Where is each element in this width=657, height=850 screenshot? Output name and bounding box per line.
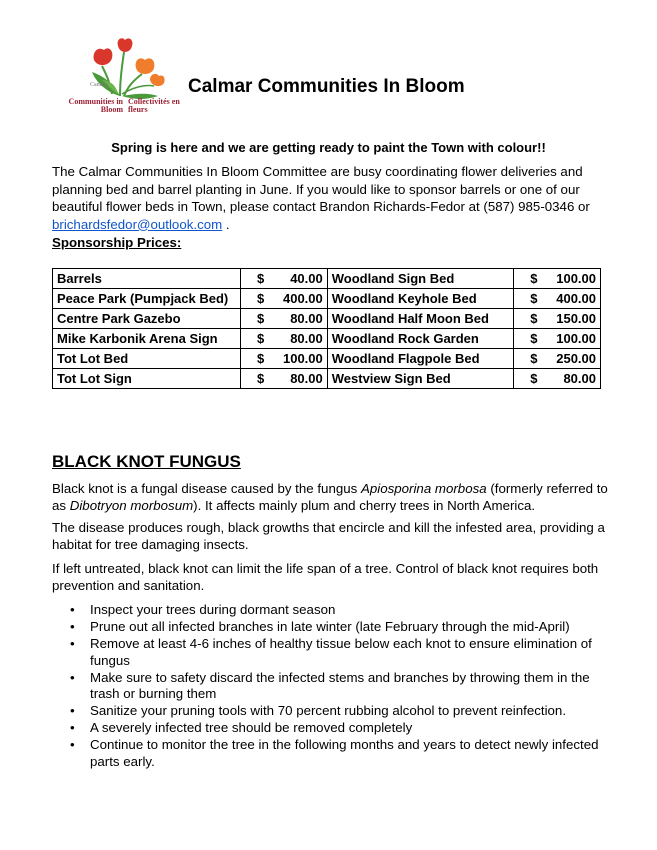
black-knot-heading: BLACK KNOT FUNGUS	[52, 452, 241, 471]
price-row	[53, 269, 601, 289]
currency-symbol: $	[257, 291, 265, 306]
currency-symbol: $	[530, 291, 538, 306]
logo-country-text: Canada	[90, 82, 108, 88]
black-knot-paragraph-1	[52, 481, 612, 514]
bullet-dot-icon: •	[70, 737, 75, 752]
bullet-item	[52, 720, 612, 737]
species-name-1: Apiosporina morbosa	[360, 481, 487, 496]
price-row	[53, 369, 601, 389]
bullet-dot-icon: •	[70, 602, 75, 617]
price-row	[53, 289, 601, 309]
right-item-name: Woodland Keyhole Bed	[327, 289, 514, 309]
price-amount: 80.00	[563, 371, 596, 386]
currency-symbol: $	[257, 371, 265, 386]
bullet-item	[52, 636, 612, 669]
intro-trailing: .	[222, 216, 230, 232]
bullet-dot-icon: •	[70, 636, 75, 651]
prevention-bullet-list	[52, 602, 612, 771]
left-item-name: Barrels	[53, 269, 241, 289]
price-row	[53, 309, 601, 329]
left-item-price	[241, 269, 328, 289]
currency-symbol: $	[530, 351, 538, 366]
price-row	[53, 349, 601, 369]
right-item-price	[514, 309, 601, 329]
right-item-name: Woodland Sign Bed	[327, 269, 514, 289]
price-row	[53, 329, 601, 349]
bullet-item	[52, 670, 612, 703]
bullet-item	[52, 737, 612, 770]
left-item-price	[241, 349, 328, 369]
right-item-name: Woodland Half Moon Bed	[327, 309, 514, 329]
bullet-dot-icon: •	[70, 703, 75, 718]
intro-paragraph	[52, 163, 607, 233]
bullet-dot-icon: •	[70, 669, 75, 685]
currency-symbol: $	[257, 331, 265, 346]
currency-symbol: $	[257, 311, 265, 326]
intro-text: The Calmar Communities In Bloom Committee are busy coordinating flower deliveries and planning bed and barrel planting in June. If you would like to sponsor barrels or one of our beautiful flower beds in Town, please contact Brandon Richards-Fedor at (587) 985-0346 or	[52, 164, 590, 214]
currency-symbol: $	[257, 271, 265, 286]
left-item-name: Peace Park (Pumpjack Bed)	[53, 289, 241, 309]
spring-tagline: Spring is here and we are getting ready to paint the Town with colour!!	[111, 140, 546, 155]
logo-french-name: Collectivités en fleurs	[128, 97, 180, 114]
bullet-text: Prune out all infected branches in late winter (late February through the mid-April)	[90, 619, 570, 634]
price-amount: 100.00	[282, 351, 323, 366]
left-item-name: Tot Lot Bed	[53, 349, 241, 369]
left-item-price	[241, 329, 328, 349]
currency-symbol: $	[530, 311, 538, 326]
price-amount: 40.00	[290, 271, 323, 286]
price-table-body	[53, 269, 601, 389]
bullet-text: Remove at least 4-6 inches of healthy tissue below each knot to ensure elimination of fungus	[90, 636, 592, 668]
right-item-price	[514, 369, 601, 389]
p1-text-start: Black knot is a fungal disease caused by the fungus	[52, 481, 361, 496]
bullet-text: Inspect your trees during dormant season	[90, 602, 336, 617]
tulip-logo-icon	[62, 36, 180, 128]
price-amount: 80.00	[290, 371, 323, 386]
bullet-text: A severely infected tree should be removed completely	[90, 720, 413, 735]
currency-symbol: $	[530, 331, 538, 346]
right-item-name: Westview Sign Bed	[327, 369, 514, 389]
right-item-name: Woodland Flagpole Bed	[327, 349, 514, 369]
price-amount: 400.00	[282, 291, 323, 306]
right-item-price	[514, 289, 601, 309]
bullet-dot-icon: •	[70, 720, 75, 735]
currency-symbol: $	[257, 351, 265, 366]
left-item-price	[241, 289, 328, 309]
logo-english-name: Communities in Bloom	[68, 97, 123, 114]
left-item-name: Centre Park Gazebo	[53, 309, 241, 329]
price-amount: 250.00	[556, 351, 596, 366]
p1-text-end: ). It affects mainly plum and cherry trees in North America.	[193, 497, 536, 513]
black-knot-paragraph-2: The disease produces rough, black growths that encircle and kill the infested area, providing a habitat for tree damaging insects.	[52, 520, 605, 552]
right-item-name: Woodland Rock Garden	[327, 329, 514, 349]
sponsorship-heading: Sponsorship Prices:	[52, 235, 182, 250]
right-item-price	[514, 329, 601, 349]
currency-symbol: $	[530, 371, 538, 386]
bullet-text: Sanitize your pruning tools with 70 percent rubbing alcohol to prevent reinfection.	[90, 703, 567, 718]
left-item-price	[241, 369, 328, 389]
communities-in-bloom-logo	[62, 36, 180, 128]
currency-symbol: $	[530, 271, 538, 286]
right-item-price	[514, 349, 601, 369]
price-amount: 100.00	[556, 271, 596, 286]
bullet-item	[52, 619, 612, 636]
left-item-name: Tot Lot Sign	[53, 369, 241, 389]
bullet-item	[52, 602, 612, 619]
bullet-item	[52, 703, 612, 720]
price-amount: 400.00	[556, 291, 596, 306]
bullet-text: Make sure to safety discard the infected stems and branches by throwing them in the trash or burning them	[90, 669, 590, 701]
bullet-dot-icon: •	[70, 619, 75, 634]
contact-email-link[interactable]: brichardsfedor@outlook.com	[52, 216, 223, 232]
price-amount: 80.00	[290, 311, 323, 326]
price-amount: 80.00	[290, 331, 323, 346]
p1-text-middle: (formerly referred to as	[52, 481, 608, 513]
left-item-name: Mike Karbonik Arena Sign	[53, 329, 241, 349]
sponsorship-price-table	[52, 268, 601, 389]
page-title: Calmar Communities In Bloom	[188, 76, 465, 97]
black-knot-paragraph-3: If left untreated, black knot can limit the life span of a tree. Control of black knot requires both prevention and sanitation.	[52, 561, 599, 593]
right-item-price	[514, 269, 601, 289]
price-amount: 100.00	[556, 331, 596, 346]
left-item-price	[241, 309, 328, 329]
species-name-2: Dibotryon morbosum	[69, 497, 194, 513]
price-amount: 150.00	[556, 311, 596, 326]
bullet-text: Continue to monitor the tree in the following months and years to detect newly infected parts early.	[90, 737, 599, 769]
